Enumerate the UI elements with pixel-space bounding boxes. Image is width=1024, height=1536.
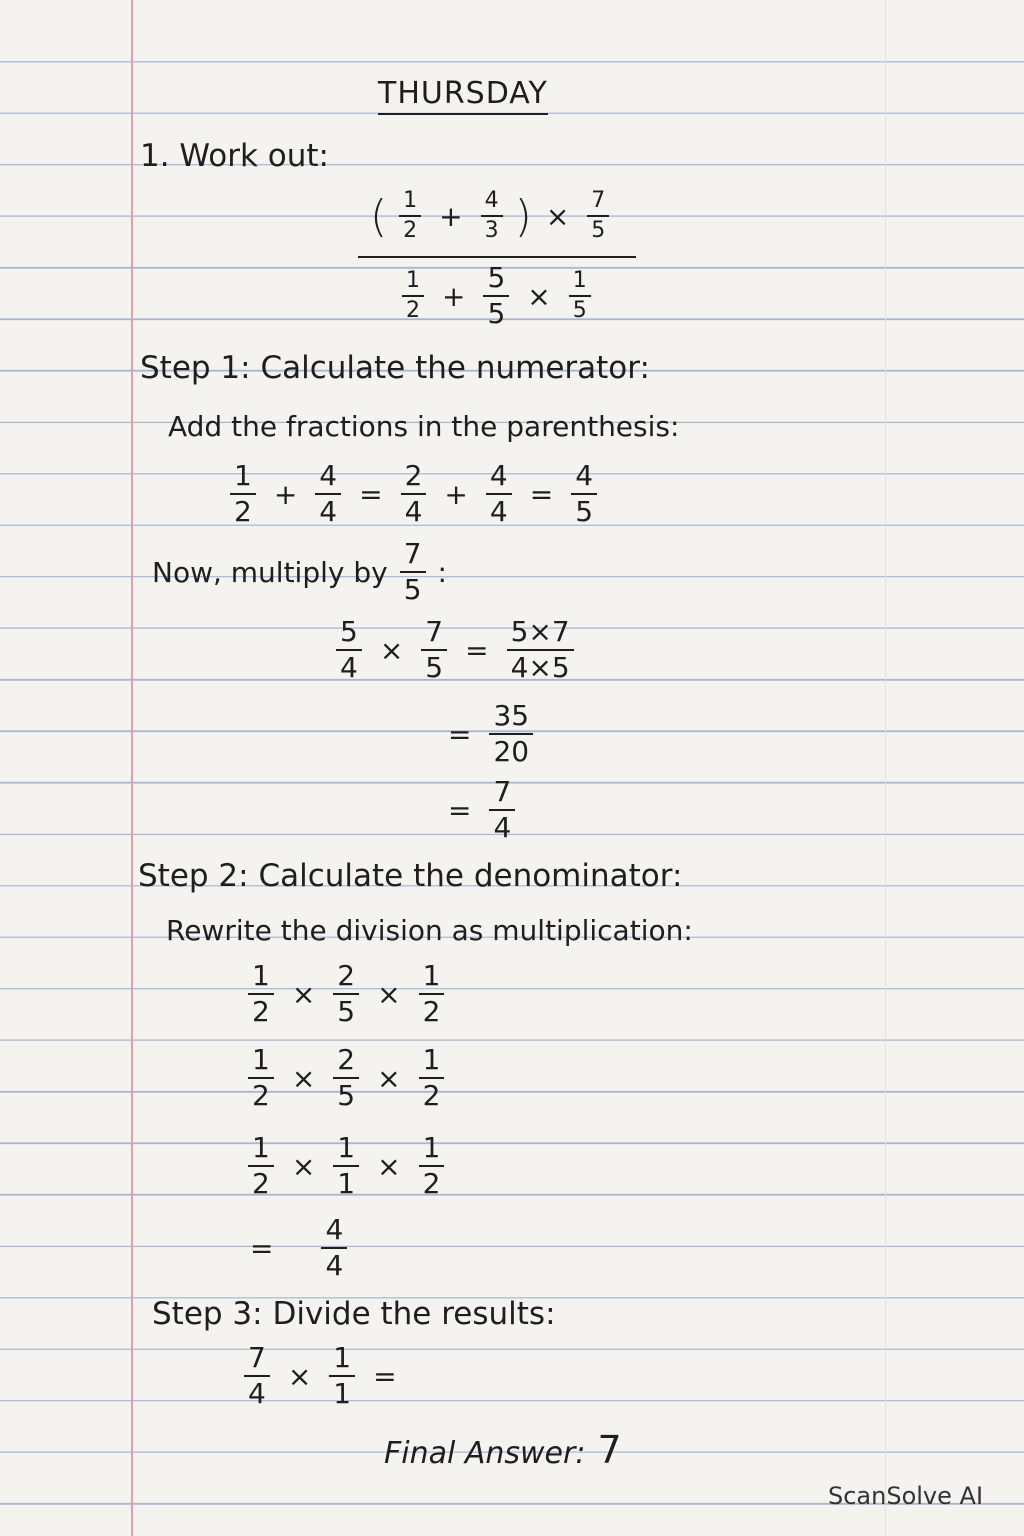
equals-sign: = <box>250 1231 274 1265</box>
fraction: $\frac{1}{1}$ <box>333 1134 359 1198</box>
final-answer <box>384 1428 622 1472</box>
times-sign: × <box>377 1149 401 1183</box>
fraction: $\frac{5}{5}$ <box>483 264 509 328</box>
times-sign: × <box>377 1061 401 1095</box>
fraction: $\frac{7}{4}$ <box>244 1344 270 1408</box>
fraction: $\frac{1}{2}$ <box>419 1046 445 1110</box>
step3-heading: Step 3: Divide the results: <box>152 1296 556 1332</box>
step1-multiply-line <box>152 537 447 606</box>
step3-expression <box>240 1341 403 1410</box>
fraction: $\frac{2}{5}$ <box>333 962 359 1026</box>
fraction: $\frac{1}{2}$ <box>248 1134 274 1198</box>
fraction: $\frac{7}{5}$ <box>421 618 447 682</box>
equals-sign: = <box>448 793 472 827</box>
fraction: $\frac{35}{20}$ <box>489 702 533 766</box>
page-title: THURSDAY <box>378 76 548 115</box>
fraction: $\frac{2}{5}$ <box>333 1046 359 1110</box>
fraction: $\frac{1}{5}$ <box>569 270 591 322</box>
problem-denominator <box>398 261 595 330</box>
equals-sign: = <box>529 477 554 511</box>
fraction: $\frac{1}{2}$ <box>402 270 424 322</box>
step1-sum <box>226 459 601 528</box>
fraction: $\frac{1}{1}$ <box>329 1344 355 1408</box>
multiply-text: Now, multiply by <box>152 555 388 589</box>
fraction: $\frac{1}{2}$ <box>230 462 256 526</box>
step2-row-1 <box>244 959 448 1028</box>
step2-instruction: Rewrite the division as multiplication: <box>166 914 693 947</box>
step1-heading: Step 1: Calculate the numerator: <box>140 350 650 386</box>
main-fraction-bar <box>358 256 636 258</box>
fraction: $\frac{5}{4}$ <box>336 618 362 682</box>
equals-sign: = <box>465 633 489 667</box>
colon: : <box>437 555 447 589</box>
problem-label: 1. Work out: <box>140 138 329 174</box>
fraction: $\frac{4}{4}$ <box>321 1216 347 1280</box>
fraction: $\frac{4}{4}$ <box>486 462 512 526</box>
close-paren: ) <box>514 190 532 242</box>
fraction: $\frac{1}{2}$ <box>419 1134 445 1198</box>
plus-sign: + <box>439 199 463 233</box>
step1-result-2 <box>442 775 519 844</box>
fraction: $\frac{7}{4}$ <box>489 778 515 842</box>
step1-instruction: Add the fractions in the parenthesis: <box>168 410 680 443</box>
problem-numerator <box>370 190 613 242</box>
step2-row-2 <box>244 1043 448 1112</box>
times-sign: × <box>377 977 401 1011</box>
times-sign: × <box>291 1149 316 1183</box>
times-sign: × <box>291 977 316 1011</box>
times-sign: × <box>545 199 570 233</box>
final-answer-label: Final Answer: <box>384 1436 586 1471</box>
fraction: $\frac{7}{5}$ <box>587 190 609 242</box>
fraction: $\frac{2}{4}$ <box>401 462 427 526</box>
step1-result-1 <box>442 699 537 768</box>
fraction: $\frac{7}{5}$ <box>400 540 426 604</box>
plus-sign: + <box>444 477 468 511</box>
fraction: $\frac{1}{2}$ <box>399 190 421 242</box>
fraction: $\frac{4}{4}$ <box>315 462 341 526</box>
open-paren: ( <box>370 190 388 242</box>
times-sign: × <box>379 633 404 667</box>
fraction: $\frac{5\times 7}{4\times 5}$ <box>507 618 574 682</box>
equals-sign: = <box>448 717 472 751</box>
fraction: $\frac{1}{2}$ <box>248 1046 274 1110</box>
equals-sign: = <box>373 1359 397 1393</box>
plus-sign: + <box>442 279 466 313</box>
fraction: $\frac{4}{5}$ <box>571 462 597 526</box>
step2-row-3 <box>244 1131 448 1200</box>
watermark: ScanSolve AI <box>828 1482 984 1510</box>
fraction: $\frac{4}{3}$ <box>481 190 503 242</box>
step1-product <box>332 615 578 684</box>
page-right-line <box>885 0 886 1536</box>
page-margin-line <box>131 0 133 1536</box>
times-sign: × <box>291 1061 316 1095</box>
step2-result <box>244 1213 351 1282</box>
final-answer-value: 7 <box>597 1428 622 1472</box>
fraction: $\frac{1}{2}$ <box>419 962 445 1026</box>
step2-heading: Step 2: Calculate the denominator: <box>138 858 683 894</box>
times-sign: × <box>527 279 551 313</box>
times-sign: × <box>287 1359 312 1393</box>
equals-sign: = <box>359 477 383 511</box>
plus-sign: + <box>273 477 298 511</box>
fraction: $\frac{1}{2}$ <box>248 962 274 1026</box>
